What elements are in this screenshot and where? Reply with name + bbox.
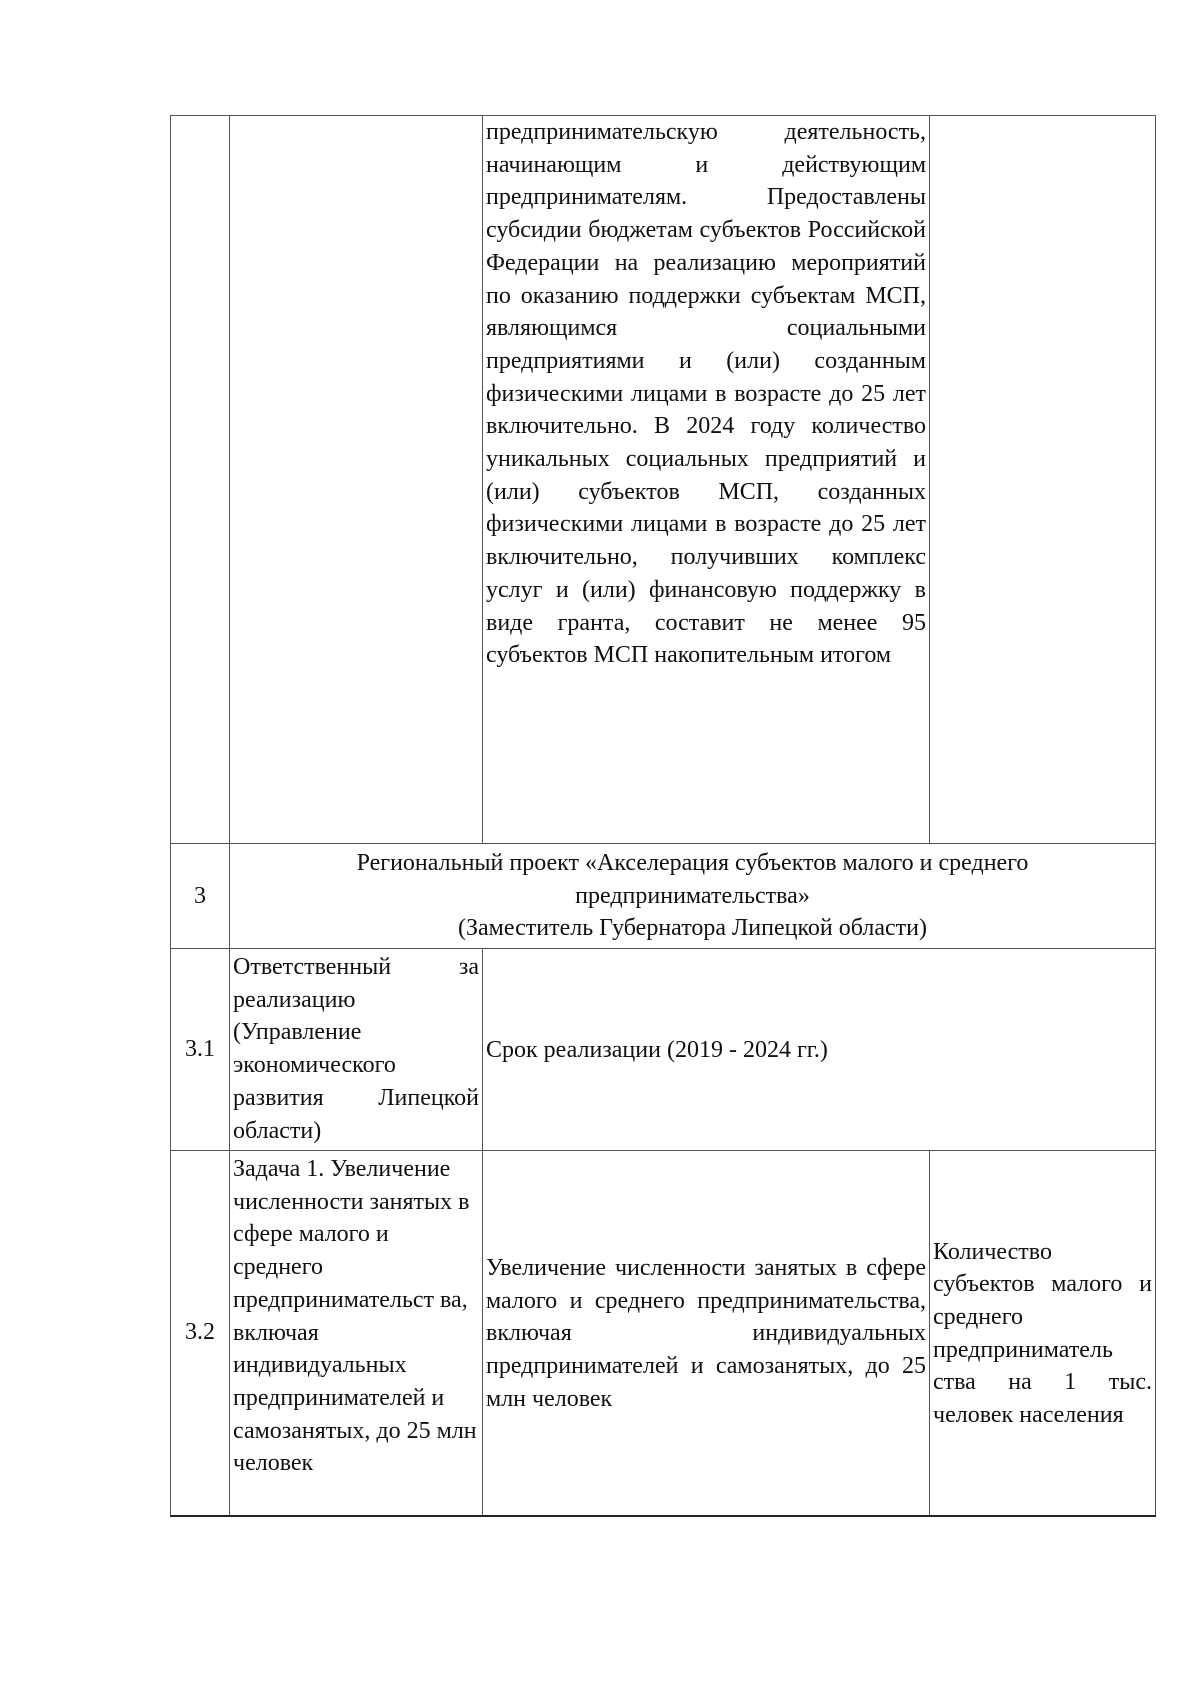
- row-number-3: 3: [171, 844, 230, 949]
- implementation-term-cell: Срок реализации (2019 - 2024 гг.): [483, 949, 1156, 1151]
- table-row-3-1: [171, 949, 1156, 1151]
- project-title-line-1: Региональный проект «Акселерация субъектов малого и среднего: [356, 849, 1029, 876]
- cell-name-continuation: [230, 116, 483, 844]
- cell-indicator-continuation: [930, 116, 1156, 844]
- project-curator: (Заместитель Губернатора Липецкой области): [457, 915, 927, 942]
- table-row-3-2: [171, 1151, 1156, 1516]
- cell-num-continuation: [171, 116, 230, 844]
- project-title-cell: [230, 844, 1156, 949]
- responsible-cell: Ответственный за реализацию (Управление экономического развития Липецкой области): [230, 949, 483, 1151]
- result-cell: Увеличение численности занятых в сфере малого и среднего предпринимательства, включая индивидуальных предпринимателей и самозанятых, до 25 млн человек: [483, 1151, 930, 1516]
- task-cell: Задача 1. Увеличение численности занятых в сфере малого и среднего предпринимательст ва, включая индивидуальных предпринимателей и самозанятых, до 25 млн человек: [230, 1151, 483, 1516]
- project-title-line-2: предпринимательства»: [575, 882, 810, 909]
- table-row-project-3: [171, 844, 1156, 949]
- table-row-continuation: [171, 116, 1156, 844]
- measures-table: [170, 115, 1156, 1517]
- cell-description-continuation: предпринимательскую деятельность, начинающим и действующим предпринимателям. Предоставлены субсидии бюджетам субъектов Российской Федерации на реализацию мероприятий по оказанию поддержки субъектам МСП, являющимся социальными предприятиями и (или) созданным физическими лицами в возрасте до 25 лет включительно. В 2024 году количество уникальных социальных предприятий и (или) субъектов МСП, созданных физическими лицами в возрасте до 25 лет включительно, получивших комплекс услуг и (или) финансовую поддержку в виде гранта, составит не менее 95 субъектов МСП накопительным итогом: [483, 116, 930, 844]
- row-number-3-1: 3.1: [171, 949, 230, 1151]
- indicator-cell: Количество субъектов малого и среднего предприниматель ства на 1 тыс. человек населения: [930, 1151, 1156, 1516]
- row-number-3-2: 3.2: [171, 1151, 230, 1516]
